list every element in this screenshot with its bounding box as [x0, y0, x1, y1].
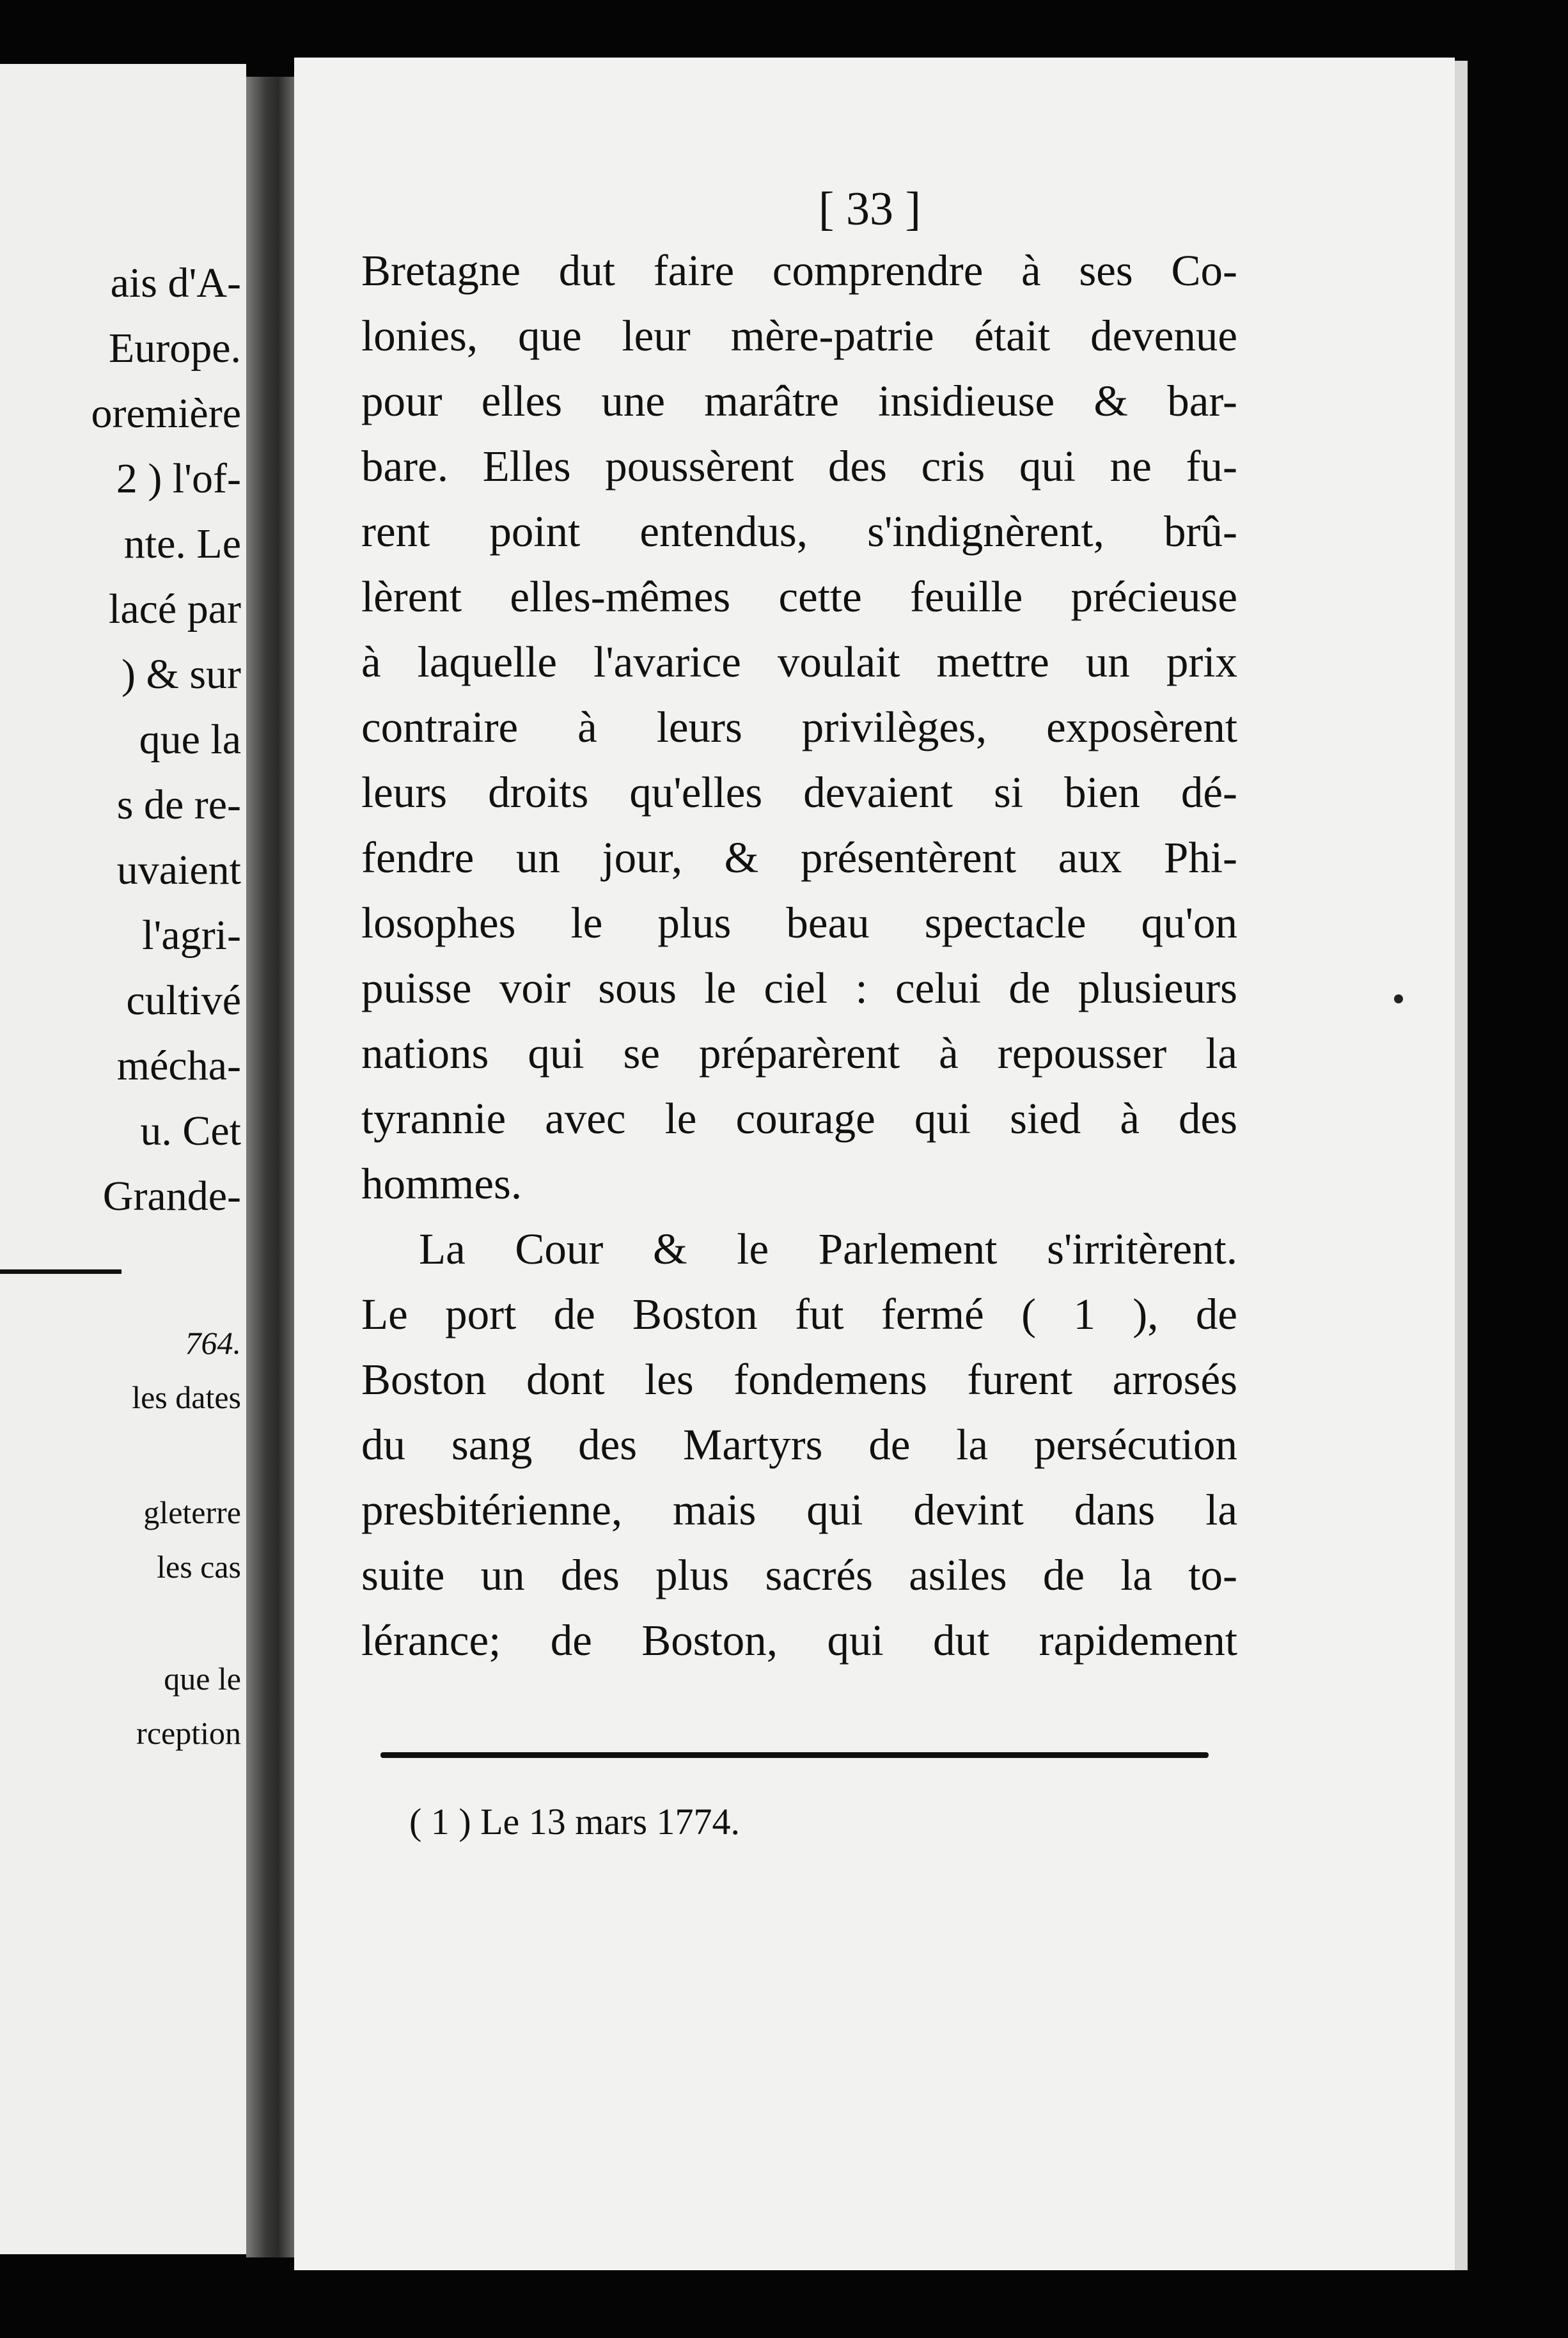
left-page-line: oremière [91, 390, 241, 437]
body-line: rent point entendus, s'indignèrent, brû- [361, 507, 1237, 556]
left-page-footnote-rule [0, 1269, 122, 1274]
left-page-line: ) & sur [122, 651, 241, 698]
left-page-line: cultivé [126, 977, 241, 1024]
footnote-rule [380, 1752, 1209, 1758]
body-line: puisse voir sous le ciel : celui de plusieurs [361, 964, 1237, 1012]
left-page-note-line: les dates [132, 1379, 241, 1415]
left-page-note-line: rception [136, 1715, 241, 1751]
body-text [361, 238, 1237, 1673]
body-line: lonies, que leur mère-patrie était devenue [361, 311, 1237, 360]
body-line: lèrent elles-mêmes cette feuille précieuse [361, 572, 1237, 621]
left-page-line: Europe. [108, 325, 241, 372]
body-line: Le port de Boston fut fermé ( 1 ), de [361, 1290, 1237, 1338]
left-page-line: 2 ) l'of- [116, 455, 241, 502]
left-page-line: mécha- [116, 1042, 241, 1089]
body-line: leurs droits qu'elles devaient si bien dé- [361, 768, 1237, 817]
left-page-line: ais d'A- [110, 260, 241, 306]
body-line: suite un des plus sacrés asiles de la to- [361, 1551, 1237, 1599]
left-page-line: l'agri- [142, 912, 241, 959]
body-line: La Cour & le Parlement s'irritèrent. [419, 1225, 1237, 1273]
page-number: [ 33 ] [818, 183, 921, 235]
left-page-line: s de re- [116, 781, 241, 828]
body-line: losophes le plus beau spectacle qu'on [361, 898, 1237, 947]
left-page-note-line: que le [164, 1661, 241, 1697]
left-page-note-line: 764. [185, 1325, 241, 1361]
body-line: Boston dont les fondemens furent arrosés [361, 1355, 1237, 1404]
right-page [294, 58, 1455, 2270]
body-line: du sang des Martyrs de la persécution [361, 1420, 1237, 1469]
body-line: fendre un jour, & présentèrent aux Phi- [361, 833, 1237, 882]
ink-speck [1394, 994, 1403, 1003]
body-line: tyrannie avec le courage qui sied à des [361, 1094, 1237, 1143]
left-page-note-line: gleterre [143, 1495, 241, 1530]
body-line: pour elles une marâtre insidieuse & bar- [361, 377, 1237, 425]
footnote: ( 1 ) Le 13 mars 1774. [409, 1801, 741, 1842]
left-page-line: que la [139, 716, 241, 763]
body-line: presbitérienne, mais qui devint dans la [361, 1486, 1237, 1534]
left-page-line: uvaient [116, 847, 241, 893]
body-line: lérance; de Boston, qui dut rapidement [361, 1616, 1237, 1665]
left-page-line: Grande- [102, 1173, 241, 1220]
body-line: Bretagne dut faire comprendre à ses Co- [361, 246, 1237, 295]
body-line: nations qui se préparèrent à repousser la [361, 1029, 1237, 1078]
body-line: hommes. [361, 1159, 522, 1208]
left-page-line: nte. Le [123, 521, 241, 567]
body-line: bare. Elles poussèrent des cris qui ne fu- [361, 442, 1237, 490]
left-page-line: lacé par [109, 586, 241, 632]
left-page [0, 64, 246, 2254]
left-page-line: u. Cet [140, 1108, 241, 1154]
body-line: à laquelle l'avarice voulait mettre un prix [361, 638, 1237, 686]
right-page-edge [1455, 61, 1468, 2270]
body-line: contraire à leurs privilèges, exposèrent [361, 703, 1237, 751]
left-page-note-line: les cas [157, 1549, 241, 1585]
